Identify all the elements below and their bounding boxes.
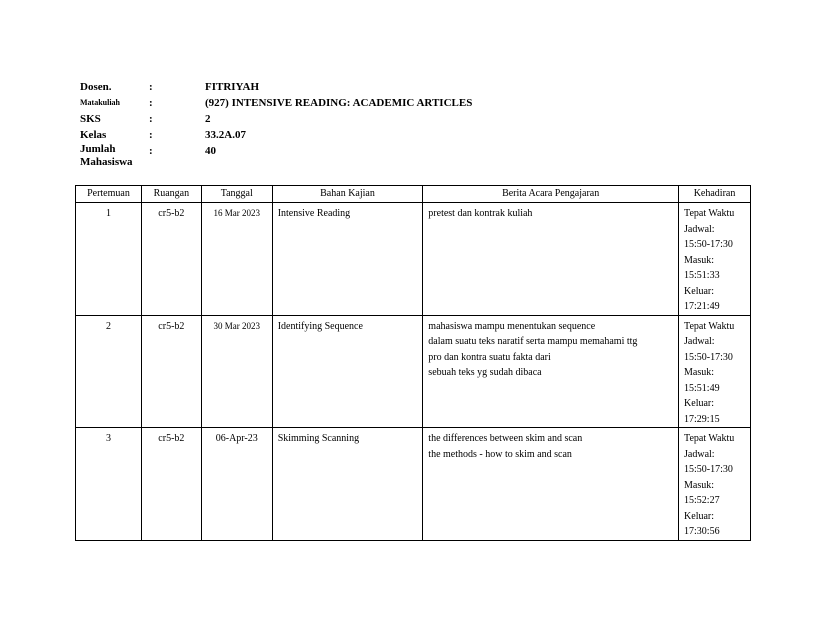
bahan-kajian-cell: Skimming Scanning — [272, 428, 423, 541]
berita-line: pretest dan kontrak kuliah — [428, 208, 533, 219]
table-row — [76, 203, 751, 316]
berita-line: pro dan kontra suatu fakta dari — [428, 351, 551, 363]
berita-acara-cell — [423, 428, 679, 541]
berita-line: the differences between skim and scan — [428, 433, 583, 444]
kehadiran-line: Jadwal: — [684, 336, 715, 347]
bahan-kajian-cell: Identifying Sequence — [272, 315, 423, 428]
kelas-label: Kelas — [80, 129, 107, 141]
tanggal-cell: 30 Mar 2023 — [201, 315, 272, 428]
matakuliah-value: (927) INTENSIVE READING: ACADEMIC ARTICLES — [205, 97, 473, 109]
attendance-table — [75, 185, 751, 541]
colon: : — [149, 145, 153, 157]
column-header: Kehadiran — [679, 186, 751, 203]
ruangan-cell: cr5-b2 — [141, 315, 201, 428]
berita-line: mahasiswa mampu menentukan sequence — [428, 320, 596, 332]
column-header: Pertemuan — [76, 186, 142, 203]
table-header-row — [76, 186, 751, 203]
table-row — [76, 428, 751, 541]
ruangan-cell: cr5-b2 — [141, 428, 201, 541]
sks-value: 2 — [205, 113, 211, 125]
kehadiran-line: Masuk: — [684, 367, 715, 378]
kehadiran-line: 17:29:15 — [684, 413, 720, 425]
colon: : — [149, 113, 153, 125]
kehadiran-line: 15:51:33 — [684, 270, 720, 281]
column-header: Bahan Kajian — [272, 186, 423, 203]
dosen-value: FITRIYAH — [205, 81, 259, 93]
sks-label: SKS — [80, 113, 101, 125]
kehadiran-line: 15:50-17:30 — [684, 239, 733, 250]
kelas-value: 33.2A.07 — [205, 129, 246, 141]
colon: : — [149, 97, 153, 109]
berita-line: sebuah teks yg sudah dibaca — [428, 367, 542, 378]
kehadiran-line: Jadwal: — [684, 448, 715, 460]
kehadiran-line: 15:51:49 — [684, 382, 720, 394]
pertemuan-cell: 2 — [76, 315, 142, 428]
kehadiran-line: Keluar: — [684, 510, 715, 522]
kehadiran-cell — [679, 203, 751, 316]
bahan-kajian-cell: Intensive Reading — [272, 203, 423, 316]
pertemuan-cell: 1 — [76, 203, 142, 316]
kehadiran-line: 15:50-17:30 — [684, 351, 733, 363]
kehadiran-line: 15:52:27 — [684, 495, 720, 506]
kehadiran-line: 17:21:49 — [684, 301, 720, 312]
kehadiran-line: Keluar: — [684, 398, 715, 409]
matakuliah-label: Matakuliah — [80, 98, 121, 107]
kehadiran-cell — [679, 428, 751, 541]
kehadiran-line: Jadwal: — [684, 223, 715, 235]
kehadiran-line: Masuk: — [684, 254, 715, 266]
kehadiran-status: Tepat Waktu — [684, 208, 735, 219]
kehadiran-line: 15:50-17:30 — [684, 464, 733, 475]
kehadiran-line: Masuk: — [684, 479, 715, 491]
berita-acara-cell — [423, 203, 679, 316]
tanggal-cell: 16 Mar 2023 — [201, 203, 272, 316]
kehadiran-status: Tepat Waktu — [684, 320, 735, 332]
jumlah-value: 40 — [205, 145, 216, 157]
column-header: Ruangan — [141, 186, 201, 203]
tanggal-cell: 06-Apr-23 — [201, 428, 272, 541]
dosen-label: Dosen. — [80, 81, 112, 93]
colon: : — [149, 81, 153, 93]
kehadiran-line: 17:30:56 — [684, 526, 720, 537]
berita-acara-cell — [423, 315, 679, 428]
colon: : — [149, 129, 153, 141]
pertemuan-cell: 3 — [76, 428, 142, 541]
berita-line: dalam suatu teks naratif serta mampu memahami ttg — [428, 336, 638, 347]
ruangan-cell: cr5-b2 — [141, 203, 201, 316]
kehadiran-status: Tepat Waktu — [684, 433, 735, 444]
column-header: Tanggal — [201, 186, 272, 203]
berita-line: the methods - how to skim and scan — [428, 448, 572, 460]
table-row — [76, 315, 751, 428]
kehadiran-cell — [679, 315, 751, 428]
column-header: Berita Acara Pengajaran — [423, 186, 679, 203]
jumlah-label: Jumlah Mahasiswa — [80, 143, 133, 168]
kehadiran-line: Keluar: — [684, 285, 715, 297]
